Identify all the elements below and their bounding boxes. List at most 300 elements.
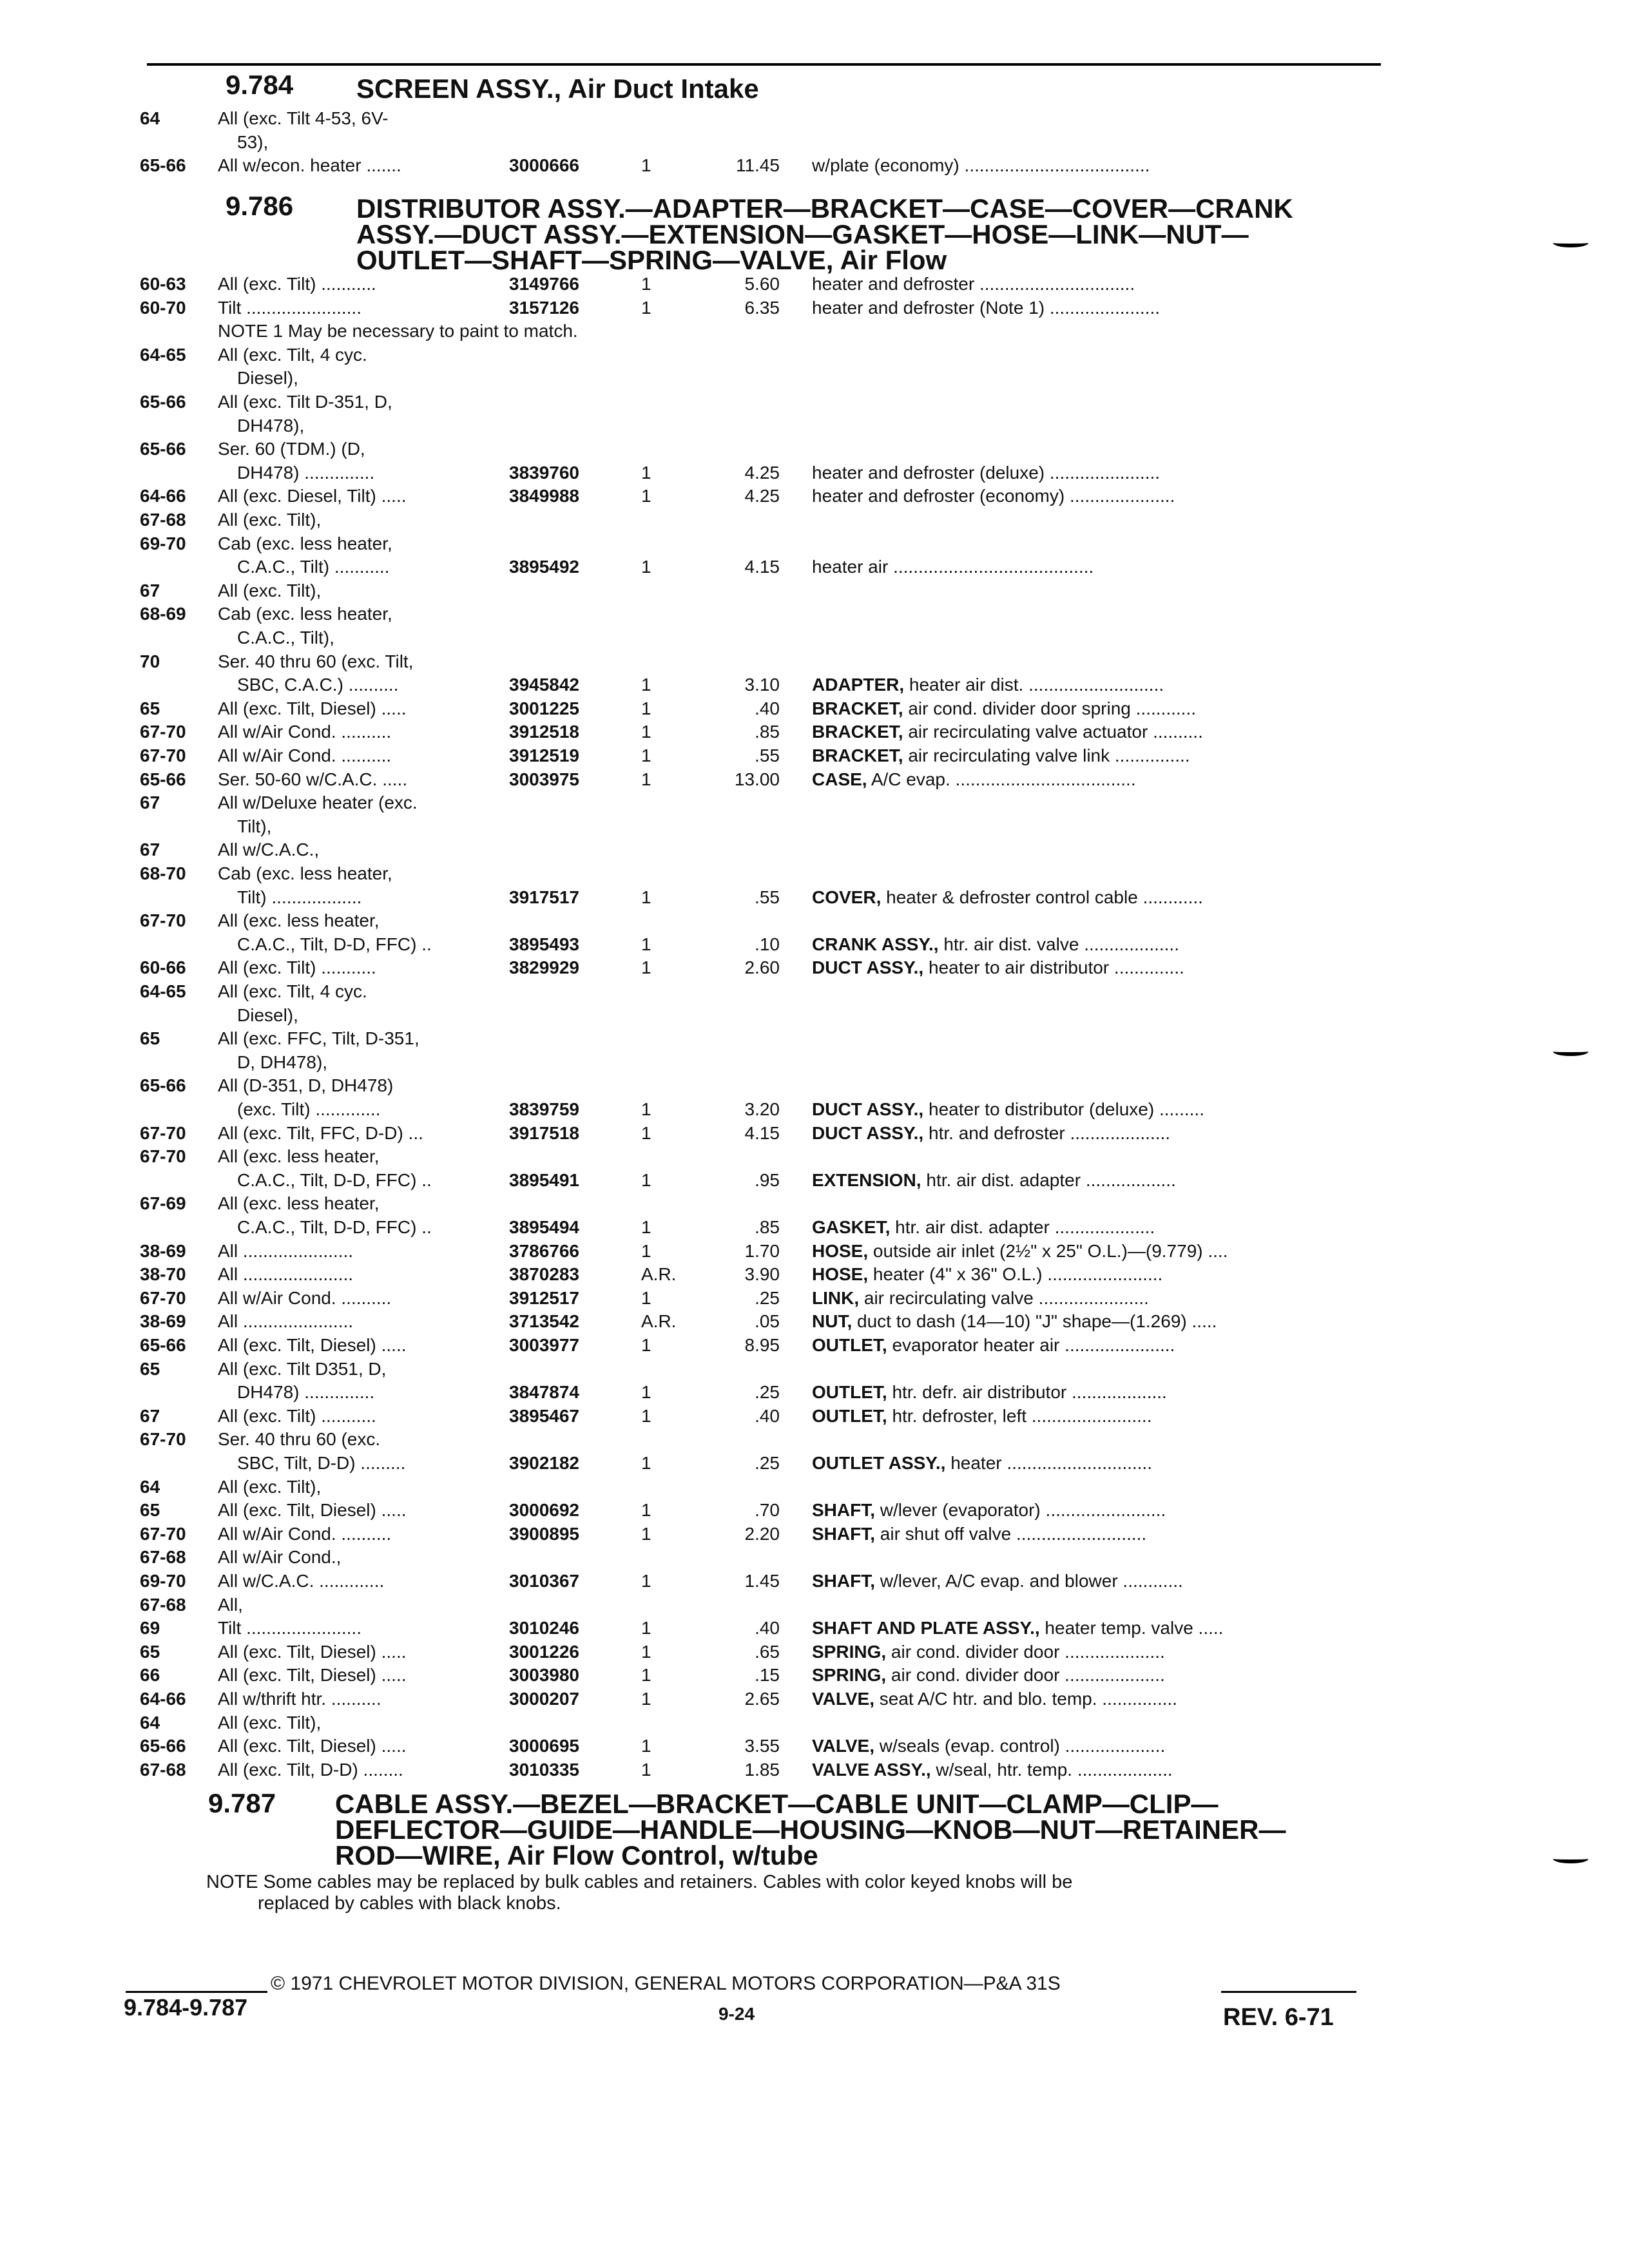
cell-desc: VALVE ASSY., w/seal, htr. temp. ...................: [812, 1760, 1173, 1780]
cell-desc: heater and defroster ...............................: [812, 274, 1135, 294]
cell-price: 6.35: [744, 298, 780, 318]
cell-app: Ser. 40 thru 60 (exc.: [218, 1429, 381, 1449]
cell-price: 11.45: [736, 155, 780, 175]
section-number-9-784: 9.784: [226, 70, 294, 100]
cell-part: 3010246: [509, 1618, 580, 1638]
cell-part: 3000695: [509, 1736, 580, 1756]
cell-years: 67-68: [140, 1595, 186, 1615]
cell-desc: VALVE, w/seals (evap. control) ....................: [812, 1736, 1166, 1756]
table-row: [0, 1052, 1629, 1075]
table-row: [0, 1288, 1629, 1311]
cell-app: All (exc. Tilt, Diesel) .....: [218, 1736, 407, 1756]
cell-app: All (exc. Diesel, Tilt) .....: [218, 486, 407, 506]
table-row: [0, 1642, 1629, 1665]
footer-rule-right: [1221, 1991, 1356, 1993]
cell-part: 3000207: [509, 1689, 580, 1709]
table-row: [0, 274, 1629, 297]
cell-desc: CASE, A/C evap. ....................................: [812, 769, 1136, 789]
cell-app: All (exc. Tilt) ...........: [218, 1406, 376, 1426]
section-number-9-786: 9.786: [226, 191, 294, 221]
cell-qty: 1: [641, 1689, 651, 1709]
cell-qty: 1: [641, 745, 651, 765]
cell-price: 13.00: [734, 769, 780, 789]
cell-price: 1.45: [744, 1571, 780, 1591]
table-row: [0, 345, 1629, 368]
cell-part: 3917517: [509, 887, 580, 907]
cell-price: .25: [755, 1453, 780, 1473]
table-row: [0, 1382, 1629, 1405]
cell-app: All (exc. Tilt, Diesel) .....: [218, 1500, 407, 1520]
cell-part: 3149766: [509, 274, 580, 294]
cell-app: All w/econ. heater .......: [218, 155, 401, 175]
cell-app: All (exc. Tilt D351, D,: [218, 1359, 387, 1379]
cell-years: 68-69: [140, 604, 186, 624]
cell-desc: HOSE, heater (4" x 36" O.L.) .......................: [812, 1264, 1163, 1284]
cell-app: All (exc. Tilt),: [218, 510, 322, 530]
cell-app: All (exc. Tilt),: [218, 1477, 322, 1497]
cell-years: 38-69: [140, 1311, 186, 1331]
cell-part: 3829929: [509, 957, 580, 977]
section-title-9-784: SCREEN ASSY., Air Duct Intake: [356, 73, 759, 104]
cell-price: 3.55: [744, 1736, 780, 1756]
cell-years: 60-66: [140, 957, 186, 977]
table-row: [0, 1170, 1629, 1193]
cell-desc: heater and defroster (deluxe) ......................: [812, 463, 1161, 483]
cell-desc: SHAFT AND PLATE ASSY., heater temp. valve .....: [812, 1618, 1224, 1638]
cell-price: .05: [755, 1311, 780, 1331]
cell-part: 3001226: [509, 1642, 580, 1662]
table-row: [0, 1524, 1629, 1547]
cell-price: 1.85: [744, 1760, 780, 1780]
table-row: [0, 321, 1629, 344]
cell-price: .40: [755, 698, 780, 718]
cell-qty: 1: [641, 934, 651, 954]
cell-years: 67-70: [140, 1146, 186, 1166]
cell-qty: 1: [641, 486, 651, 506]
table-row: [0, 816, 1629, 840]
cell-qty: 1: [641, 274, 651, 294]
cell-app: C.A.C., Tilt, D-D, FFC) ..: [237, 1217, 432, 1237]
cell-part: 3902182: [509, 1453, 580, 1473]
cell-app: All (exc. Tilt 4-53, 6V-: [218, 108, 389, 128]
cell-app: Cab (exc. less heater,: [218, 863, 392, 883]
cell-price: .40: [755, 1406, 780, 1426]
cell-app: All w/Air Cond. ..........: [218, 1288, 392, 1308]
cell-part: 3157126: [509, 298, 580, 318]
cell-part: 3003980: [509, 1665, 580, 1685]
cell-price: .65: [755, 1642, 780, 1662]
cell-price: .40: [755, 1618, 780, 1638]
cell-years: 65: [140, 1500, 160, 1520]
cell-years: 64-66: [140, 486, 186, 506]
cell-app: SBC, Tilt, D-D) .........: [237, 1453, 406, 1473]
cell-qty: 1: [641, 1217, 651, 1237]
cell-price: 1.70: [744, 1241, 780, 1261]
cell-qty: 1: [641, 1382, 651, 1402]
cell-desc: SPRING, air cond. divider door ....................: [812, 1642, 1165, 1662]
cell-app: All (exc. less heater,: [218, 1146, 380, 1166]
table-row: [0, 463, 1629, 486]
cell-app: All (exc. Tilt, 4 cyc.: [218, 345, 367, 365]
cell-app: C.A.C., Tilt, D-D, FFC) ..: [237, 934, 432, 954]
footer-copyright: © 1971 CHEVROLET MOTOR DIVISION, GENERAL MOTORS CORPORATION—P&A 31S: [271, 1973, 1061, 1994]
table-row: [0, 557, 1629, 580]
cell-app: Tilt .......................: [218, 298, 361, 318]
table-row: [0, 604, 1629, 627]
cell-years: 67-68: [140, 1760, 186, 1780]
cell-years: 67-70: [140, 1288, 186, 1308]
table-row: [0, 1146, 1629, 1169]
table-row: [0, 1099, 1629, 1122]
cell-desc: BRACKET, air cond. divider door spring ............: [812, 698, 1196, 718]
cell-years: 65: [140, 1028, 160, 1048]
cell-years: 69-70: [140, 1571, 186, 1591]
cell-years: 67-70: [140, 745, 186, 765]
cell-desc: DUCT ASSY., heater to distributor (deluxe) .........: [812, 1099, 1204, 1119]
cell-years: 68-70: [140, 863, 186, 883]
cell-price: .85: [755, 1217, 780, 1237]
cell-years: 64-65: [140, 981, 186, 1001]
cell-app: D, DH478),: [237, 1052, 328, 1072]
table-row: [0, 1241, 1629, 1264]
cell-qty: 1: [641, 1524, 651, 1544]
table-row: [0, 745, 1629, 769]
cell-app: All (exc. less heater,: [218, 1193, 380, 1213]
cell-app: All (D-351, D, DH478): [218, 1075, 394, 1095]
cell-qty: 1: [641, 957, 651, 977]
cell-qty: 1: [641, 1665, 651, 1685]
cell-part: 3839760: [509, 463, 580, 483]
cell-desc: GASKET, htr. air dist. adapter ....................: [812, 1217, 1155, 1237]
cell-app: All w/C.A.C. .............: [218, 1571, 385, 1591]
cell-part: 3900895: [509, 1524, 580, 1544]
cell-years: 67-70: [140, 910, 186, 930]
cell-app: Tilt .......................: [218, 1618, 361, 1638]
cell-qty: 1: [641, 1760, 651, 1780]
cell-desc: SHAFT, w/lever (evaporator) ........................: [812, 1500, 1166, 1520]
cell-qty: 1: [641, 155, 651, 175]
cell-years: 67: [140, 840, 160, 860]
table-row: [0, 1028, 1629, 1052]
cell-app: All (exc. Tilt, D-D) ........: [218, 1760, 403, 1780]
table-row: [0, 1689, 1629, 1712]
table-row: [0, 651, 1629, 675]
cell-price: 4.25: [744, 486, 780, 506]
cell-price: 2.65: [744, 1689, 780, 1709]
cell-price: 5.60: [744, 274, 780, 294]
cell-years: 67-70: [140, 722, 186, 742]
table-row: [0, 1595, 1629, 1618]
cell-price: .70: [755, 1500, 780, 1520]
table-row: [0, 1665, 1629, 1688]
section-note-9-787: NOTE Some cables may be replaced by bulk cables and retainers. Cables with color keyed knobs will be replaced by cables with black knobs.: [206, 1872, 1073, 1914]
margin-mark: [1553, 1047, 1588, 1056]
cell-price: .10: [755, 934, 780, 954]
table-row: [0, 1736, 1629, 1759]
cell-part: 3839759: [509, 1099, 580, 1119]
cell-years: 64: [140, 1713, 160, 1733]
cell-years: 65: [140, 1642, 160, 1662]
table-row: [0, 1335, 1629, 1358]
cell-app: All (exc. Tilt, Diesel) .....: [218, 698, 407, 718]
footer-rule-left: [126, 1991, 267, 1993]
cell-price: 4.25: [744, 463, 780, 483]
table-row: [0, 981, 1629, 1004]
cell-app: All (exc. Tilt) ...........: [218, 957, 376, 977]
cell-app: Ser. 50-60 w/C.A.C. .....: [218, 769, 408, 789]
cell-price: 8.95: [744, 1335, 780, 1355]
cell-qty: A.R.: [641, 1311, 677, 1331]
cell-part: 3912517: [509, 1288, 580, 1308]
footer-range: 9.784-9.787: [124, 1994, 248, 2021]
cell-qty: 1: [641, 1736, 651, 1756]
cell-app: C.A.C., Tilt) ...........: [237, 557, 390, 577]
cell-qty: 1: [641, 1170, 651, 1190]
cell-desc: VALVE, seat A/C htr. and blo. temp. ...............: [812, 1689, 1177, 1709]
margin-mark: [1553, 238, 1588, 247]
cell-part: 3003977: [509, 1335, 580, 1355]
cell-price: .55: [755, 745, 780, 765]
cell-desc: SHAFT, w/lever, A/C evap. and blower ............: [812, 1571, 1183, 1591]
cell-price: 3.90: [744, 1264, 780, 1284]
cell-app: (exc. Tilt) .............: [237, 1099, 381, 1119]
cell-desc: CRANK ASSY., htr. air dist. valve ...................: [812, 934, 1179, 954]
cell-years: 67-69: [140, 1193, 186, 1213]
table-row: [0, 1547, 1629, 1570]
cell-part: 3713542: [509, 1311, 580, 1331]
margin-mark: [1553, 1854, 1588, 1863]
cell-part: 3000666: [509, 155, 580, 175]
table-row: [0, 1477, 1629, 1500]
cell-app: DH478) ..............: [237, 1382, 375, 1402]
table-row: [0, 1359, 1629, 1382]
cell-part: 3786766: [509, 1241, 580, 1261]
cell-app: All w/Deluxe heater (exc.: [218, 793, 418, 812]
cell-app: All w/Air Cond.,: [218, 1547, 342, 1567]
cell-desc: ADAPTER, heater air dist. ...........................: [812, 675, 1164, 695]
cell-desc: heater and defroster (Note 1) ......................: [812, 298, 1161, 318]
cell-app: All (exc. Tilt, Diesel) .....: [218, 1642, 407, 1662]
cell-part: 3847874: [509, 1382, 580, 1402]
table-row: [0, 368, 1629, 391]
cell-desc: SPRING, air cond. divider door ....................: [812, 1665, 1165, 1685]
cell-qty: 1: [641, 722, 651, 742]
cell-qty: 1: [641, 1288, 651, 1308]
cell-app: Ser. 40 thru 60 (exc. Tilt,: [218, 651, 414, 671]
cell-app: C.A.C., Tilt),: [237, 628, 334, 648]
cell-app: All,: [218, 1595, 243, 1615]
table-row: [0, 1453, 1629, 1476]
table-row: [0, 1760, 1629, 1783]
table-row: [0, 722, 1629, 745]
cell-desc: OUTLET, htr. defr. air distributor ...................: [812, 1382, 1167, 1402]
cell-part: 3001225: [509, 698, 580, 718]
cell-price: 4.15: [744, 1123, 780, 1143]
cell-years: 65-66: [140, 439, 186, 459]
cell-part: 3010367: [509, 1571, 580, 1591]
table-row: [0, 1406, 1629, 1429]
cell-app: All w/Air Cond. ..........: [218, 1524, 392, 1544]
cell-part: 3895491: [509, 1170, 580, 1190]
cell-years: 65: [140, 1359, 160, 1379]
cell-app: All (exc. FFC, Tilt, D-351,: [218, 1028, 419, 1048]
table-row: [0, 769, 1629, 793]
cell-qty: 1: [641, 698, 651, 718]
table-row: [0, 108, 1629, 131]
cell-years: 67: [140, 1406, 160, 1426]
cell-price: 2.60: [744, 957, 780, 977]
table-row: [0, 1500, 1629, 1523]
cell-app: All (exc. Tilt, 4 cyc.: [218, 981, 367, 1001]
cell-app: 53),: [237, 132, 269, 152]
cell-qty: 1: [641, 1453, 651, 1473]
cell-app: All (exc. Tilt, Diesel) .....: [218, 1665, 407, 1685]
cell-part: 3912519: [509, 745, 580, 765]
cell-qty: 1: [641, 1500, 651, 1520]
cell-years: 66: [140, 1665, 160, 1685]
cell-part: 3000692: [509, 1500, 580, 1520]
cell-app: Diesel),: [237, 1005, 298, 1025]
cell-app: Tilt) ..................: [237, 887, 362, 907]
cell-part: 3945842: [509, 675, 580, 695]
cell-price: 4.15: [744, 557, 780, 577]
cell-price: 3.10: [744, 675, 780, 695]
table-row: [0, 1075, 1629, 1099]
cell-price: .25: [755, 1382, 780, 1402]
cell-years: 67-68: [140, 1547, 186, 1567]
cell-part: 3895493: [509, 934, 580, 954]
cell-desc: DUCT ASSY., htr. and defroster ....................: [812, 1123, 1171, 1143]
cell-desc: DUCT ASSY., heater to air distributor ..............: [812, 957, 1184, 977]
cell-app: All (exc. Tilt, Diesel) .....: [218, 1335, 407, 1355]
table-row: [0, 581, 1629, 604]
cell-years: 60-70: [140, 298, 186, 318]
cell-app: NOTE 1 May be necessary to paint to match.: [218, 321, 578, 341]
cell-desc: HOSE, outside air inlet (2½" x 25" O.L.)—(9.779) ....: [812, 1241, 1228, 1261]
cell-years: 38-69: [140, 1241, 186, 1261]
cell-part: 3870283: [509, 1264, 580, 1284]
table-row: [0, 1618, 1629, 1641]
cell-desc: w/plate (economy) .....................................: [812, 155, 1150, 175]
table-row: [0, 863, 1629, 887]
cell-price: .85: [755, 722, 780, 742]
cell-years: 65-66: [140, 1075, 186, 1095]
cell-price: .25: [755, 1288, 780, 1308]
cell-qty: 1: [641, 557, 651, 577]
cell-qty: 1: [641, 1335, 651, 1355]
table-row: [0, 1005, 1629, 1028]
table-row: [0, 155, 1629, 178]
table-row: [0, 957, 1629, 981]
cell-app: DH478) ..............: [237, 463, 375, 483]
cell-years: 65-66: [140, 1335, 186, 1355]
cell-years: 67-68: [140, 510, 186, 530]
cell-years: 65: [140, 698, 160, 718]
cell-years: 64: [140, 108, 160, 128]
cell-qty: 1: [641, 298, 651, 318]
top-rule: [147, 63, 1381, 66]
cell-app: All w/Air Cond. ..........: [218, 722, 392, 742]
cell-qty: 1: [641, 887, 651, 907]
cell-app: All (exc. Tilt),: [218, 581, 322, 601]
cell-app: All w/thrift htr. ..........: [218, 1689, 381, 1709]
section-title-9-787: CABLE ASSY.—BEZEL—BRACKET—CABLE UNIT—CLAMP—CLIP— DEFLECTOR—GUIDE—HANDLE—HOUSING—KNOB—NUT—RETAINER— ROD—WIRE, Air Flow Control, w/tube: [335, 1789, 1286, 1870]
cell-desc: BRACKET, air recirculating valve link ...............: [812, 745, 1190, 765]
cell-app: Cab (exc. less heater,: [218, 604, 392, 624]
cell-qty: 1: [641, 1571, 651, 1591]
cell-years: 64-65: [140, 345, 186, 365]
cell-years: 69: [140, 1618, 160, 1638]
table-row: [0, 1217, 1629, 1240]
table-row: [0, 1571, 1629, 1594]
cell-years: 69-70: [140, 533, 186, 553]
table-row: [0, 510, 1629, 533]
cell-app: All (exc. less heater,: [218, 910, 380, 930]
cell-years: 65-66: [140, 1736, 186, 1756]
table-row: [0, 416, 1629, 439]
table-row: [0, 1193, 1629, 1216]
cell-desc: LINK, air recirculating valve ......................: [812, 1288, 1149, 1308]
cell-years: 67-70: [140, 1123, 186, 1143]
table-row: [0, 486, 1629, 509]
cell-qty: 1: [641, 463, 651, 483]
cell-desc: OUTLET, evaporator heater air ......................: [812, 1335, 1175, 1355]
cell-price: .55: [755, 887, 780, 907]
cell-years: 67: [140, 793, 160, 812]
cell-app: All ......................: [218, 1311, 354, 1331]
cell-part: 3895494: [509, 1217, 580, 1237]
cell-part: 3010335: [509, 1760, 580, 1780]
cell-desc: heater air ........................................: [812, 557, 1094, 577]
table-row: [0, 1429, 1629, 1452]
cell-qty: 1: [641, 769, 651, 789]
cell-app: Cab (exc. less heater,: [218, 533, 392, 553]
cell-desc: SHAFT, air shut off valve ..........................: [812, 1524, 1147, 1544]
cell-desc: COVER, heater & defroster control cable ............: [812, 887, 1203, 907]
cell-qty: 1: [641, 1642, 651, 1662]
cell-part: 3003975: [509, 769, 580, 789]
cell-years: 38-70: [140, 1264, 186, 1284]
cell-app: Tilt),: [237, 816, 272, 836]
cell-years: 64-66: [140, 1689, 186, 1709]
table-row: [0, 1123, 1629, 1146]
table-row: [0, 934, 1629, 957]
cell-price: .95: [755, 1170, 780, 1190]
table-row: [0, 840, 1629, 863]
table-row: [0, 392, 1629, 415]
cell-part: 3912518: [509, 722, 580, 742]
cell-app: Ser. 60 (TDM.) (D,: [218, 439, 365, 459]
table-row: [0, 675, 1629, 698]
table-row: [0, 533, 1629, 557]
section-title-9-786: DISTRIBUTOR ASSY.—ADAPTER—BRACKET—CASE—COVER—CRANK ASSY.—DUCT ASSY.—EXTENSION—GASKET—HOSE—LINK—NUT— OUTLET—SHAFT—SPRING—VALVE, Air Flow: [356, 193, 1293, 275]
table-row: [0, 910, 1629, 934]
cell-years: 67-70: [140, 1429, 186, 1449]
cell-qty: 1: [641, 1406, 651, 1426]
cell-desc: heater and defroster (economy) .....................: [812, 486, 1175, 506]
table-row: [0, 132, 1629, 155]
cell-qty: 1: [641, 1241, 651, 1261]
cell-app: SBC, C.A.C.) ..........: [237, 675, 399, 695]
table-row: [0, 1264, 1629, 1287]
cell-price: 2.20: [744, 1524, 780, 1544]
cell-app: All (exc. Tilt, FFC, D-D) ...: [218, 1123, 423, 1143]
cell-qty: 1: [641, 1099, 651, 1119]
cell-app: All (exc. Tilt),: [218, 1713, 322, 1733]
cell-years: 67: [140, 581, 160, 601]
cell-years: 70: [140, 651, 160, 671]
cell-part: 3895467: [509, 1406, 580, 1426]
